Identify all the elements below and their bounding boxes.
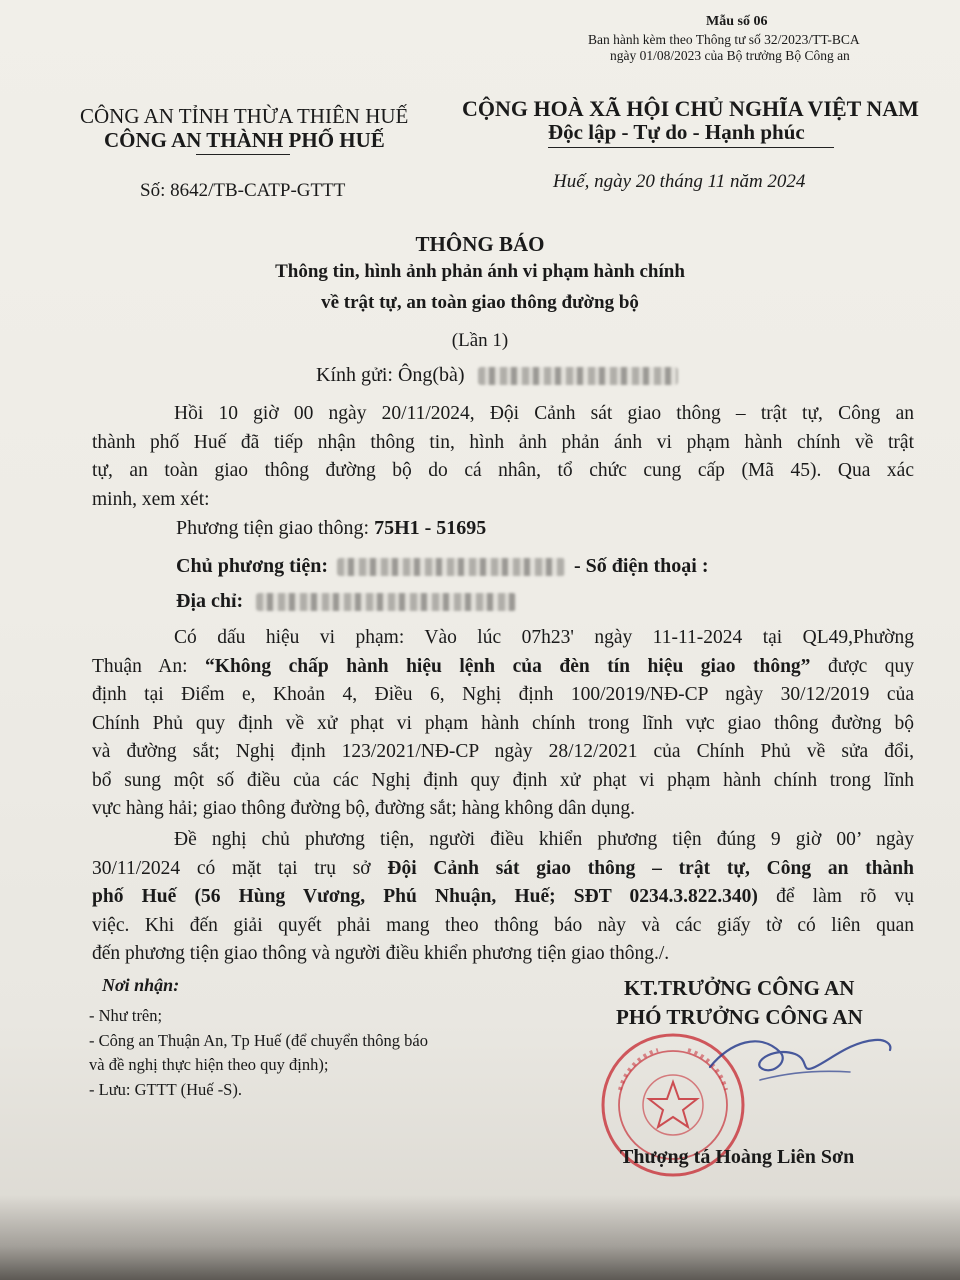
recipients-heading: Nơi nhận: [102,975,180,995]
recipient-item: và đề nghị thực hiện theo quy định); [89,1055,329,1074]
document-number: Số: 8642/TB-CATP-GTTT [140,180,346,201]
document-title: THÔNG BÁO [415,232,545,256]
address-field [176,590,516,613]
form-issued-date: ngày 01/08/2023 của Bộ trưởng Bộ Công an [610,48,850,63]
bottom-shadow [0,1195,960,1280]
form-number: Mẫu số 06 [706,14,768,29]
request-line: việc. Khi đến giải quyết phải mang theo thông báo này và các giấy tờ có liên quan [92,914,914,936]
phone-label: - Số điện thoại : [574,555,709,577]
address-label: Địa chỉ: [176,590,244,612]
intro-paragraph [92,400,914,514]
request-line [92,883,914,912]
signer-title-1: KT.TRƯỞNG CÔNG AN [624,976,855,1000]
redacted-address [256,593,516,611]
org-parent: CÔNG AN TỈNH THỪA THIÊN HUẾ [80,104,409,128]
recipient-item: - Công an Thuận An, Tp Huế (để chuyển thông báo [89,1030,428,1050]
notice-round: (Lần 1) [451,330,509,351]
violation-line: Có dấu hiệu vi phạm: Vào lúc 07h23' ngày 11-11-2024 tại QL49,Phường [174,627,914,648]
document-subtitle-line1: Thông tin, hình ảnh phản ánh vi phạm hành chính [275,261,685,282]
request-date: 30/11/2024 có mặt tại trụ sở [92,857,388,879]
request-line [92,855,914,884]
vehicle-label: Phương tiện giao thông: [176,517,370,539]
motto-underline [548,147,834,148]
intro-line: tự, an toàn giao thông đường bộ do cá nhân, tổ chức cung cấp (Mã 45). Qua xác [92,460,914,481]
violation-line: vực hàng hải; giao thông đường bộ, đường sắt; hàng không dân dụng. [92,798,636,819]
signer-title-2: PHÓ TRƯỞNG CÔNG AN [616,1005,863,1029]
request-line: đến phương tiện giao thông và người điều khiển phương tiện giao thông./. [92,943,670,964]
request-office: Đội Cảnh sát giao thông – trật tự, Công an thành [387,857,914,879]
redacted-owner-name [337,558,565,576]
request-address: phố Huế (56 Hùng Vương, Phú Nhuận, Huế; SĐT 0234.3.822.340) [92,886,758,907]
violation-line: Chính Phủ quy định về xử phạt vi phạm hành chính trong lĩnh vực giao thông đường bộ [92,712,914,734]
intro-line: minh, xem xét: [92,488,210,510]
handwritten-signature-icon [700,1022,900,1092]
request-line: Đề nghị chủ phương tiện, người điều khiển phương tiện đúng 9 giờ 00’ ngày [174,829,914,850]
violation-line [92,653,914,682]
recipient-label: Kính gửi: Ông(bà) [316,364,465,386]
violation-offense: “Không chấp hành hiệu lệnh của đèn tín hiệu giao thông” [205,655,811,677]
violation-line: định tại Điểm e, Khoản 4, Điều 6, Nghị định 100/2019/NĐ-CP ngày 30/12/2019 của [92,684,914,705]
document-subtitle-line2: về trật tự, an toàn giao thông đường bộ [321,292,639,313]
place-date: Huế, ngày 20 tháng 11 năm 2024 [553,171,806,192]
recipient-line [316,364,678,387]
signer-name: Thượng tá Hoàng Liên Sơn [620,1146,855,1168]
vehicle-field [176,517,486,540]
violation-line: và đường sắt; Nghị định 123/2021/NĐ-CP ngày 28/12/2021 của Chính Phủ về sửa đổi, [92,741,914,762]
recipients-list [89,1004,428,1102]
org-underline [196,154,290,155]
form-issued-with: Ban hành kèm theo Thông tư số 32/2023/TT-BCA [588,32,860,47]
violation-location: Thuận An: [92,655,206,677]
owner-label: Chủ phương tiện: [176,555,329,577]
recipient-item: - Lưu: GTTT (Huế -S). [89,1079,242,1099]
request-paragraph [92,826,914,969]
violation-line: bổ sung một số điều của các Nghị định quy định xử phạt vi phạm hành chính trong lĩnh [92,769,914,791]
nation-title: CỘNG HOÀ XÃ HỘI CHỦ NGHĨA VIỆT NAM [462,96,919,121]
violation-paragraph [92,624,914,824]
national-motto: Độc lập - Tự do - Hạnh phúc [548,120,805,144]
intro-line: Hồi 10 giờ 00 ngày 20/11/2024, Đội Cảnh sát giao thông – trật tự, Công an [174,403,914,424]
redacted-recipient-name [478,367,678,385]
vehicle-plate: 75H1 - 51695 [374,517,487,539]
violation-text: được quy [810,655,914,677]
recipient-item: - Như trên; [89,1006,163,1025]
intro-line: thành phố Huế đã tiếp nhận thông tin, hình ảnh phản ánh vi phạm hành chính về trật [92,431,914,453]
owner-field [176,555,708,578]
org-name: CÔNG AN THÀNH PHỐ HUẾ [104,128,385,152]
request-text: để làm rõ vụ [757,886,914,907]
